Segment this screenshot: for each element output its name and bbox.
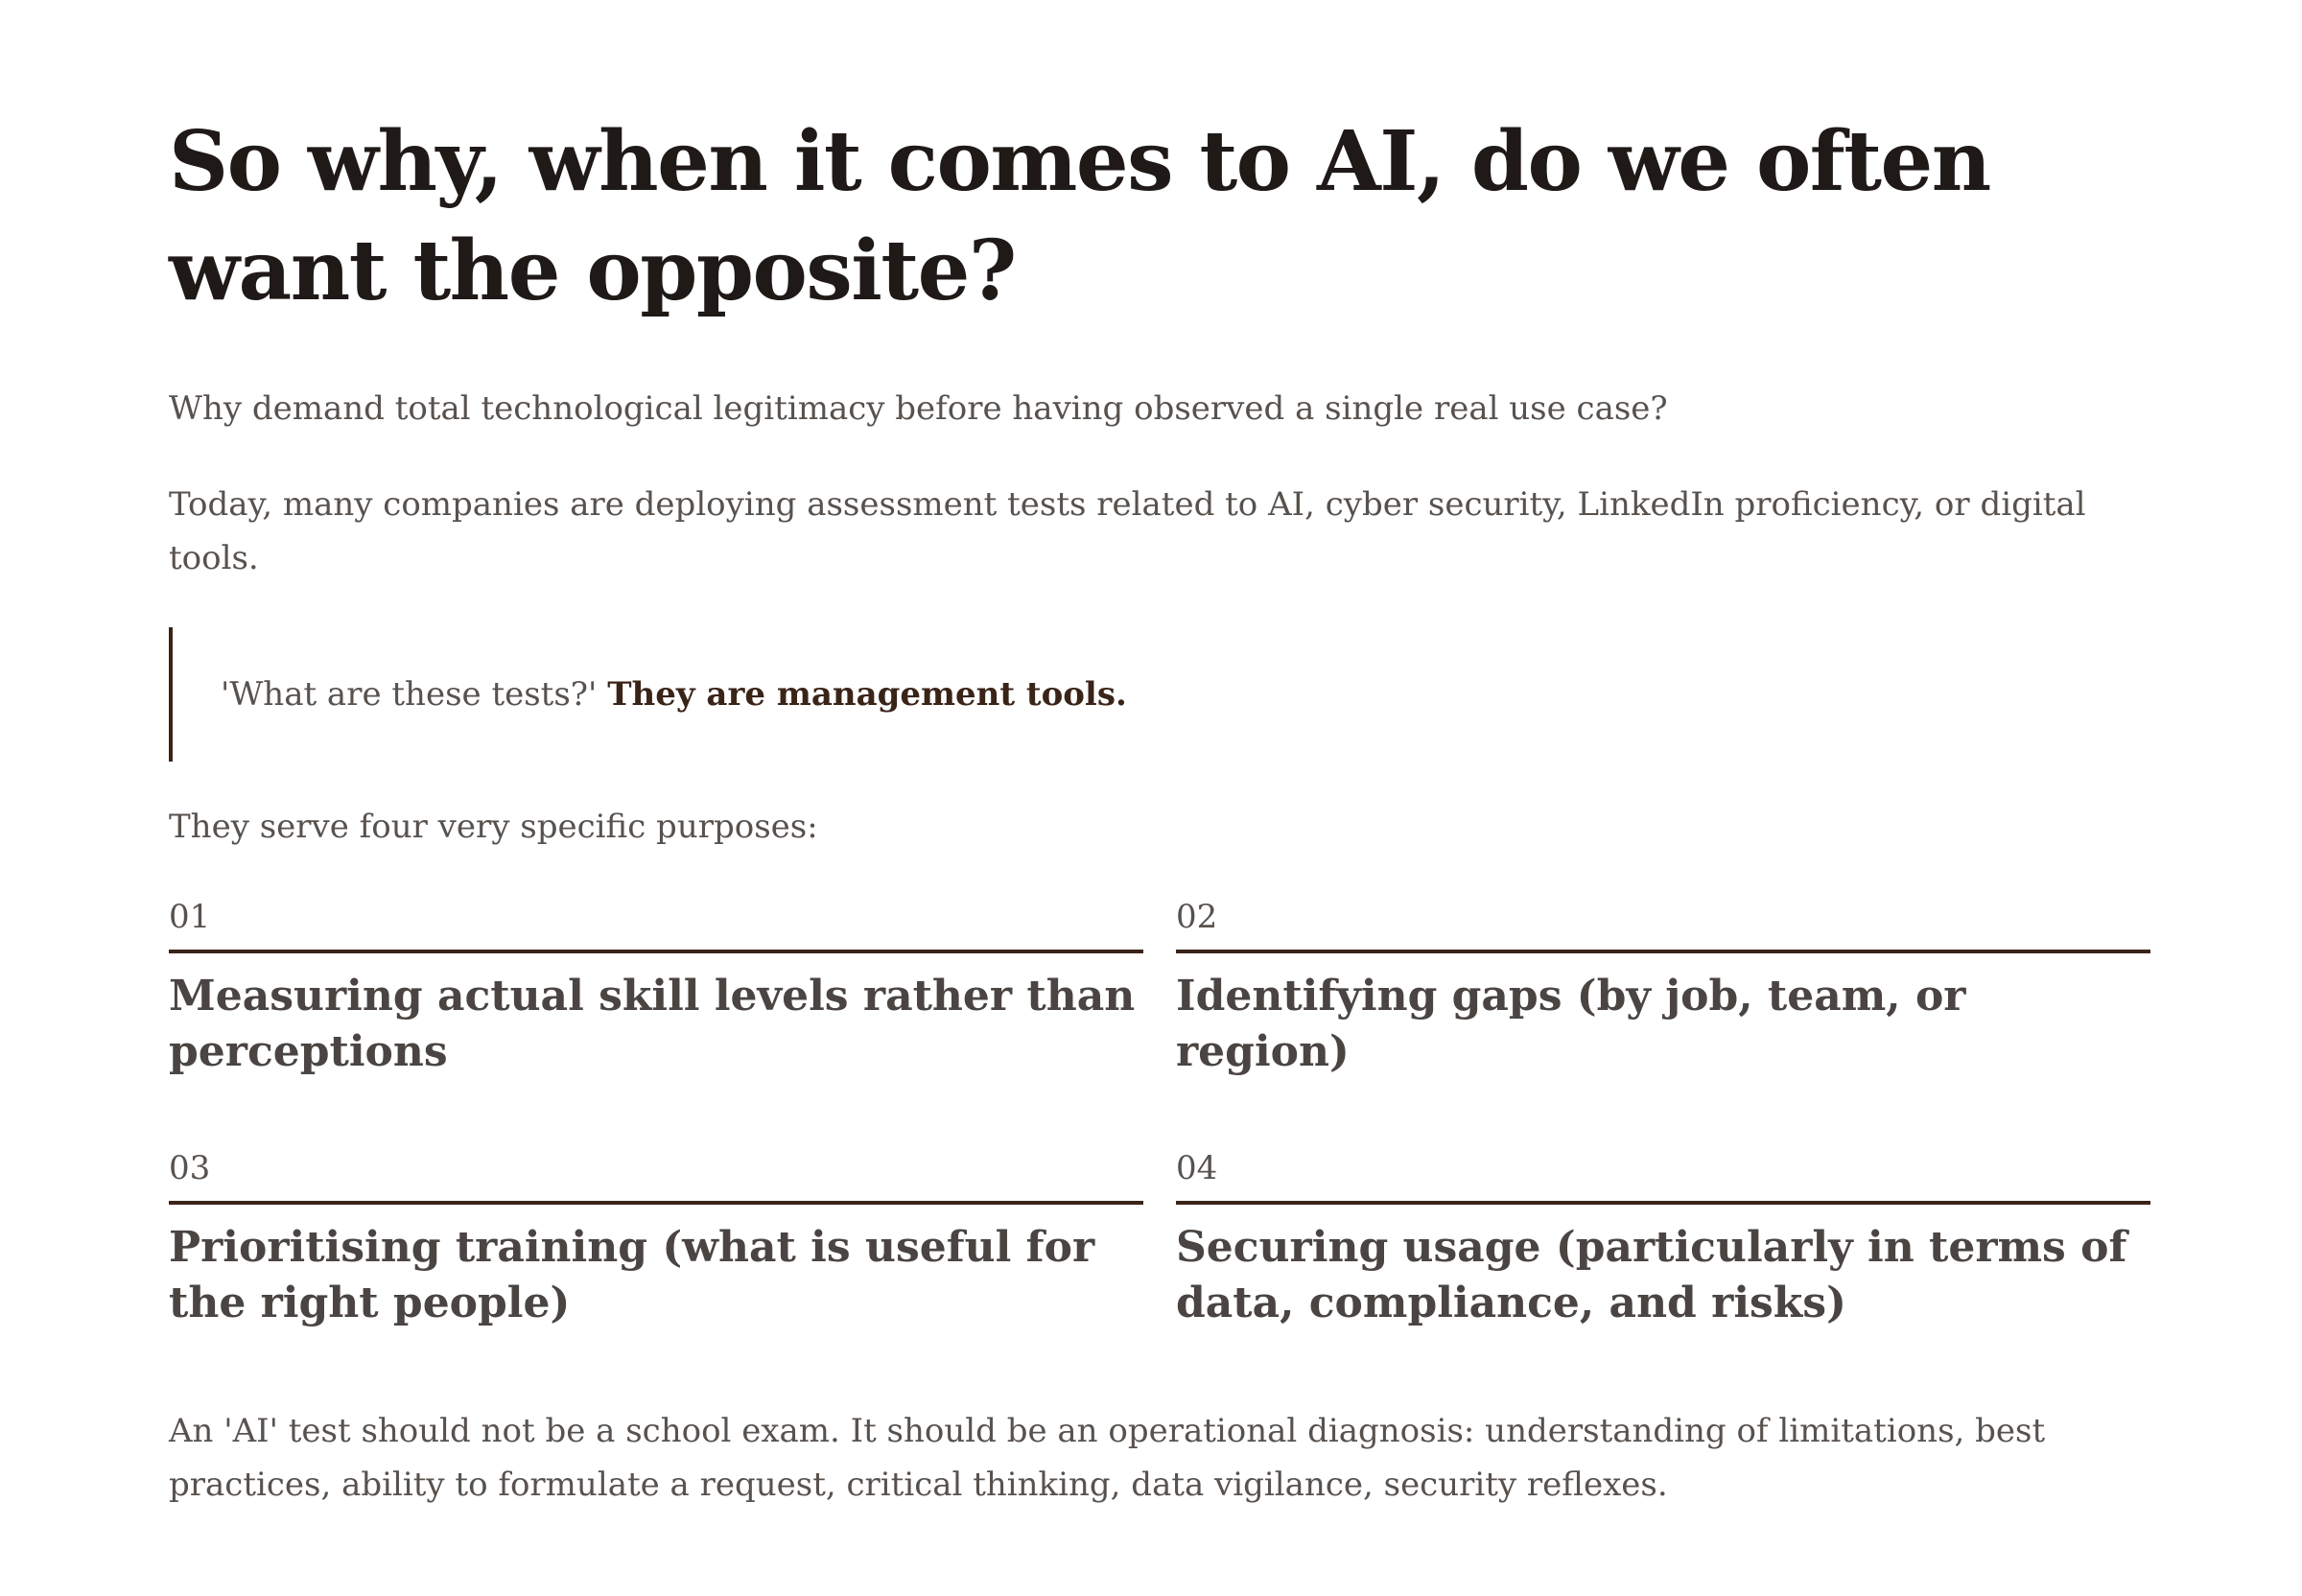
blockquote <box>169 627 2087 762</box>
blockquote-text <box>221 668 1127 721</box>
intro-paragraph: Why demand total technological legitimacy before having observed a single real use case? <box>169 389 1668 428</box>
purpose-number: 04 <box>1176 1149 1218 1187</box>
purpose-divider <box>169 950 1143 953</box>
purpose-text: Measuring actual skill levels rather than perceptions <box>169 972 1136 1076</box>
purpose-text: Securing usage (particularly in terms of data, compliance, and risks) <box>1176 1223 2127 1327</box>
closing-paragraph: An 'AI' test should not be a school exam. It should be an operational diagnosis: understanding of limitations, best practices, ability to formulate a request, critical thinking, data vigilance, security reflexes. <box>169 1412 2046 1504</box>
purpose-number: 01 <box>169 898 211 936</box>
purpose-number: 03 <box>169 1149 211 1187</box>
purpose-text: Identifying gaps (by job, team, or region) <box>1176 972 1966 1076</box>
purpose-divider <box>1176 950 2150 953</box>
purpose-text: Prioritising training (what is useful for the right people) <box>169 1223 1095 1327</box>
purposes-intro: They serve four very specific purposes: <box>169 808 818 846</box>
purpose-number: 02 <box>1176 898 1218 936</box>
purpose-divider <box>169 1201 1143 1205</box>
purpose-divider <box>1176 1201 2150 1205</box>
quote-answer: They are management tools. <box>607 675 1127 714</box>
context-paragraph: Today, many companies are deploying assessment tests related to AI, cyber security, LinkedIn proficiency, or digital tools. <box>169 485 2086 577</box>
quote-question: 'What are these tests?' <box>221 675 598 714</box>
page-title: So why, when it comes to AI, do we often want the opposite? <box>169 113 1990 319</box>
